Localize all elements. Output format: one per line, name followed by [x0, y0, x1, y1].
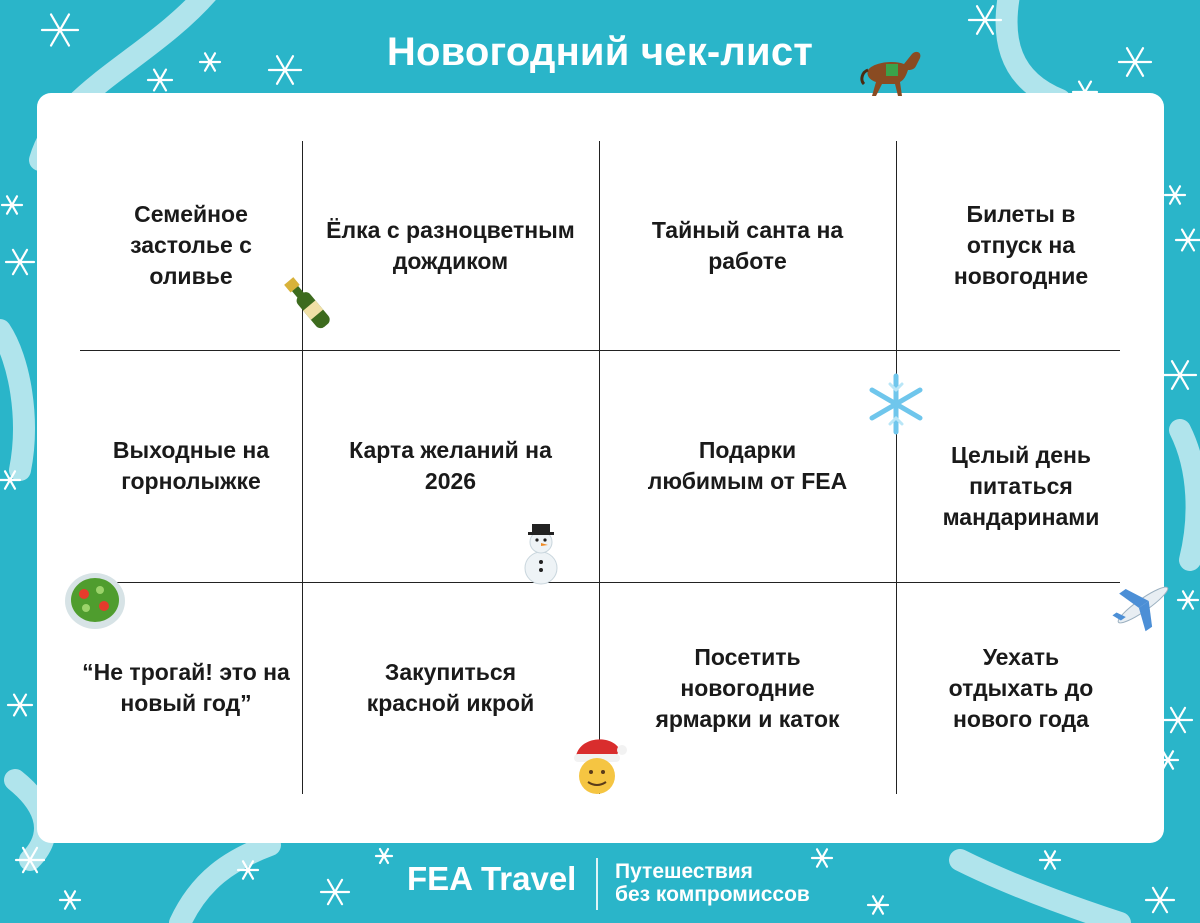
tagline-line: без компромиссов: [615, 883, 810, 906]
salad-icon: [62, 570, 128, 632]
checklist-item: Подарки любимым от FEA: [647, 437, 848, 494]
checklist-item: Тайный санта на работе: [651, 216, 844, 274]
checklist-item: Уехать отдыхать до нового года: [948, 643, 1094, 732]
checklist-item: Посетить новогодние ярмарки и каток: [655, 643, 840, 732]
horse-icon: [860, 46, 926, 102]
tagline-line: Путешествия: [615, 860, 753, 883]
footer-divider: [596, 858, 598, 910]
brand-name: FEA Travel: [407, 860, 577, 897]
snowflake-icon: [864, 372, 928, 436]
checklist-item: Ёлка с разноцветным дождиком: [326, 216, 575, 274]
airplane-icon: [1108, 572, 1178, 638]
snowman-icon: [508, 518, 574, 586]
checklist-item: Карта желаний на 2026: [349, 437, 552, 494]
checklist-item: Целый день питаться мандаринами: [942, 441, 1100, 530]
checklist-item: Выходные на горнолыжке: [112, 437, 270, 494]
page-title: Новогодний чек-лист: [386, 30, 814, 74]
champagne-icon: [276, 272, 340, 336]
checklist-item: Семейное застолье с оливье: [130, 201, 252, 289]
checklist-item: Закупиться красной икрой: [366, 659, 535, 716]
checklist-item: “Не трогай! это на новый год”: [82, 659, 290, 716]
brand-tagline: [615, 860, 810, 906]
checklist-item: Билеты в отпуск на новогодние: [953, 201, 1089, 289]
santa-icon: [566, 730, 630, 798]
